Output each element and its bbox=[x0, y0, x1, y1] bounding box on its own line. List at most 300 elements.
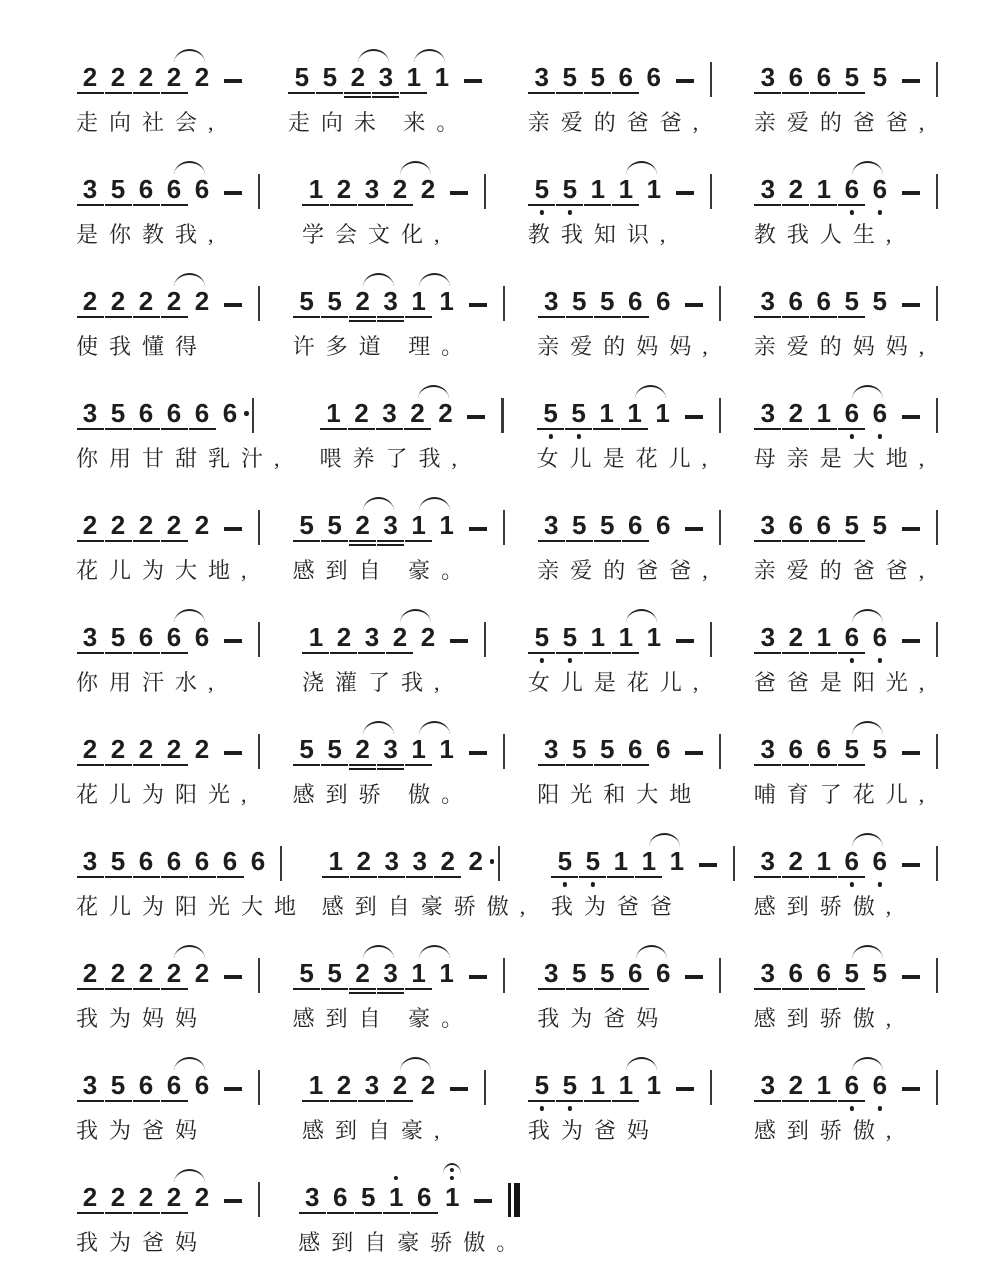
lyric-line: 走向未 来。 bbox=[287, 110, 470, 135]
dash-rest bbox=[450, 639, 468, 643]
notes-row bbox=[76, 270, 264, 318]
note-digit: 3 bbox=[383, 734, 398, 764]
beam-underline bbox=[594, 316, 621, 318]
dash-rest bbox=[474, 1199, 492, 1203]
beam-underline bbox=[838, 988, 865, 990]
barline bbox=[501, 398, 503, 433]
note-digit: 2 bbox=[166, 510, 182, 540]
note bbox=[625, 735, 646, 766]
slur-arc bbox=[419, 721, 450, 735]
dash-rest bbox=[224, 79, 242, 83]
note bbox=[305, 623, 326, 654]
augmentation-dot bbox=[244, 411, 249, 416]
beam-underline bbox=[579, 876, 606, 878]
beam-underline bbox=[838, 540, 865, 542]
note bbox=[403, 63, 424, 94]
note-digit: 2 bbox=[788, 622, 804, 652]
beam-underline bbox=[105, 988, 132, 990]
note bbox=[108, 847, 129, 878]
beam-underline-2 bbox=[349, 768, 376, 770]
note bbox=[192, 959, 213, 990]
beam-underline bbox=[133, 1100, 160, 1102]
beam-underline bbox=[299, 1212, 326, 1214]
note-digit: 6 bbox=[655, 510, 671, 540]
note bbox=[653, 287, 674, 318]
beam-underline bbox=[405, 764, 432, 766]
beam-underline bbox=[105, 316, 132, 318]
augmentation-dot bbox=[490, 859, 495, 864]
note bbox=[330, 1183, 351, 1214]
note bbox=[597, 959, 618, 990]
note-digit: 3 bbox=[378, 62, 394, 92]
note bbox=[582, 847, 603, 878]
note-digit: 1 bbox=[439, 510, 454, 540]
note bbox=[361, 175, 382, 206]
note-digit: 2 bbox=[788, 174, 804, 204]
note bbox=[625, 511, 646, 542]
note-digit: 1 bbox=[618, 1070, 634, 1100]
barline bbox=[252, 398, 254, 433]
note bbox=[305, 1071, 326, 1102]
beam-underline bbox=[782, 876, 809, 878]
note bbox=[596, 399, 617, 430]
beam-underline bbox=[105, 764, 132, 766]
note bbox=[869, 623, 890, 654]
note-digit: 5 bbox=[844, 510, 860, 540]
slur-arc bbox=[419, 273, 450, 287]
note bbox=[587, 175, 608, 206]
note bbox=[431, 63, 452, 94]
note bbox=[380, 511, 401, 542]
note-digit: 1 bbox=[439, 734, 454, 764]
note bbox=[389, 1071, 410, 1102]
low-octave-dot bbox=[878, 658, 882, 662]
lyric-line: 你用汗水, bbox=[76, 670, 225, 695]
note-digit: 5 bbox=[872, 958, 888, 988]
note bbox=[813, 399, 834, 430]
note bbox=[80, 511, 101, 542]
beam-underline bbox=[406, 876, 433, 878]
note bbox=[136, 847, 157, 878]
low-octave-dot bbox=[568, 1106, 572, 1110]
notes-row bbox=[76, 158, 264, 206]
dash-rest bbox=[902, 751, 920, 755]
note-digit: 5 bbox=[872, 62, 888, 92]
note-digit: 2 bbox=[194, 734, 210, 764]
note-digit: 2 bbox=[336, 174, 352, 204]
dash-rest bbox=[224, 303, 242, 307]
note-digit: 3 bbox=[760, 398, 776, 428]
note bbox=[813, 735, 834, 766]
beam-underline bbox=[538, 540, 565, 542]
note bbox=[136, 399, 157, 430]
note-digit: 6 bbox=[655, 734, 671, 764]
note bbox=[813, 1071, 834, 1102]
note bbox=[108, 959, 129, 990]
note-digit: 3 bbox=[412, 846, 427, 876]
slur-arc bbox=[649, 833, 680, 847]
note-digit: 5 bbox=[585, 846, 601, 876]
lyric-line: 感到自 豪。 bbox=[292, 1006, 475, 1031]
dash-rest bbox=[676, 639, 694, 643]
beam-underline bbox=[584, 204, 611, 206]
note-digit: 3 bbox=[82, 174, 98, 204]
beam-underline bbox=[754, 204, 781, 206]
note bbox=[408, 287, 429, 318]
note bbox=[375, 63, 396, 94]
measure bbox=[754, 830, 942, 921]
note-digit: 6 bbox=[166, 622, 182, 652]
slur-arc bbox=[626, 161, 657, 175]
note bbox=[108, 175, 129, 206]
note bbox=[615, 623, 636, 654]
note bbox=[869, 959, 890, 990]
barline bbox=[258, 1070, 260, 1105]
notes-row bbox=[302, 1054, 490, 1102]
note bbox=[615, 175, 636, 206]
measure bbox=[319, 382, 507, 473]
note bbox=[80, 847, 101, 878]
note-digit: 3 bbox=[543, 286, 559, 316]
score-system bbox=[76, 494, 942, 585]
note bbox=[80, 287, 101, 318]
notes-row bbox=[754, 606, 942, 654]
beam-underline bbox=[635, 876, 662, 878]
note-digit: 6 bbox=[194, 398, 210, 428]
note-digit: 1 bbox=[816, 622, 832, 652]
fermata-icon bbox=[443, 1163, 461, 1174]
beam-underline bbox=[838, 428, 865, 430]
barline bbox=[710, 1070, 712, 1105]
note bbox=[192, 1071, 213, 1102]
note bbox=[417, 623, 438, 654]
beam-underline bbox=[288, 92, 315, 94]
measure bbox=[76, 942, 264, 1033]
note bbox=[220, 399, 241, 430]
note bbox=[108, 623, 129, 654]
slur-arc bbox=[358, 49, 389, 63]
note bbox=[436, 959, 457, 990]
note-digit: 2 bbox=[138, 958, 154, 988]
beam-underline bbox=[133, 1212, 160, 1214]
note-digit: 2 bbox=[82, 510, 98, 540]
low-octave-dot bbox=[549, 434, 553, 438]
note bbox=[164, 847, 185, 878]
dash-rest bbox=[224, 1087, 242, 1091]
beam-underline bbox=[105, 428, 132, 430]
note-digit: 2 bbox=[355, 734, 370, 764]
note-digit: 5 bbox=[360, 1182, 376, 1212]
note bbox=[80, 735, 101, 766]
score-system bbox=[76, 270, 942, 361]
measure bbox=[528, 46, 716, 137]
note-digit: 2 bbox=[788, 1070, 804, 1100]
notes-row bbox=[754, 830, 942, 878]
note bbox=[757, 847, 778, 878]
beam-underline bbox=[293, 316, 320, 318]
note-digit: 2 bbox=[438, 398, 453, 428]
note bbox=[164, 175, 185, 206]
beam-underline bbox=[133, 764, 160, 766]
measure bbox=[754, 46, 942, 137]
note bbox=[531, 175, 552, 206]
beam-underline bbox=[754, 652, 781, 654]
beam-underline bbox=[302, 652, 329, 654]
note-digit: 6 bbox=[627, 286, 643, 316]
note bbox=[785, 959, 806, 990]
note-digit: 6 bbox=[788, 958, 804, 988]
notes-row bbox=[551, 830, 739, 878]
measure bbox=[76, 830, 307, 921]
measure bbox=[537, 942, 725, 1033]
lyric-line: 女儿是花儿, bbox=[527, 670, 710, 695]
note-digit: 5 bbox=[599, 510, 615, 540]
measure bbox=[302, 606, 490, 697]
note bbox=[409, 847, 430, 878]
note-digit: 2 bbox=[194, 62, 210, 92]
barline bbox=[936, 622, 938, 657]
beam-underline bbox=[782, 428, 809, 430]
beam-underline bbox=[566, 540, 593, 542]
note bbox=[361, 623, 382, 654]
lyric-line: 哺育了花儿, bbox=[753, 782, 936, 807]
dash-rest bbox=[902, 191, 920, 195]
beam-underline bbox=[161, 92, 188, 94]
score-system bbox=[76, 46, 942, 137]
note bbox=[869, 287, 890, 318]
note-digit: 2 bbox=[110, 1182, 126, 1212]
beam-underline bbox=[161, 428, 188, 430]
note bbox=[136, 735, 157, 766]
note bbox=[841, 735, 862, 766]
lyric-line: 喂养了我, bbox=[319, 446, 468, 471]
dash-rest bbox=[469, 303, 487, 307]
measure bbox=[537, 382, 725, 473]
note-digit: 2 bbox=[194, 1182, 210, 1212]
note bbox=[841, 847, 862, 878]
dash-rest bbox=[902, 863, 920, 867]
note bbox=[597, 287, 618, 318]
note bbox=[615, 63, 636, 94]
note-digit: 5 bbox=[571, 510, 587, 540]
note bbox=[296, 959, 317, 990]
low-octave-dot bbox=[568, 658, 572, 662]
beam-underline bbox=[105, 1212, 132, 1214]
beam-underline bbox=[105, 204, 132, 206]
beam-underline bbox=[810, 316, 837, 318]
slur-arc bbox=[852, 609, 883, 623]
measure bbox=[551, 830, 739, 921]
note-digit: 2 bbox=[166, 62, 182, 92]
beam-underline bbox=[77, 1212, 104, 1214]
note-digit: 2 bbox=[110, 62, 126, 92]
beam-underline bbox=[782, 988, 809, 990]
note bbox=[841, 623, 862, 654]
note bbox=[569, 511, 590, 542]
note bbox=[869, 511, 890, 542]
note-digit: 2 bbox=[138, 510, 154, 540]
note-digit: 2 bbox=[82, 286, 98, 316]
note bbox=[643, 1071, 664, 1102]
measure bbox=[754, 606, 942, 697]
dash-rest bbox=[902, 79, 920, 83]
note bbox=[80, 959, 101, 990]
slur-arc bbox=[363, 945, 394, 959]
note-digit: 2 bbox=[336, 1070, 352, 1100]
note bbox=[541, 735, 562, 766]
beam-underline bbox=[810, 540, 837, 542]
slur-arc bbox=[174, 273, 205, 287]
slur-arc bbox=[174, 1169, 205, 1183]
note-digit: 6 bbox=[194, 846, 210, 876]
low-octave-dot bbox=[878, 210, 882, 214]
note-digit: 6 bbox=[844, 846, 860, 876]
beam-underline bbox=[566, 316, 593, 318]
note bbox=[785, 175, 806, 206]
final-barline bbox=[508, 1183, 520, 1217]
note bbox=[624, 399, 645, 430]
lyric-line: 使我懂得 bbox=[76, 334, 209, 359]
note-digit: 3 bbox=[383, 510, 398, 540]
note bbox=[757, 623, 778, 654]
note-digit: 6 bbox=[627, 958, 643, 988]
note bbox=[352, 959, 373, 990]
slur-arc bbox=[852, 161, 883, 175]
barline bbox=[719, 734, 721, 769]
notes-row bbox=[76, 718, 264, 766]
note bbox=[80, 63, 101, 94]
note-digit: 5 bbox=[872, 510, 888, 540]
note-digit: 3 bbox=[82, 846, 98, 876]
dash-rest bbox=[224, 639, 242, 643]
note bbox=[653, 959, 674, 990]
beam-underline bbox=[754, 316, 781, 318]
dash-rest bbox=[224, 191, 242, 195]
note bbox=[436, 287, 457, 318]
beam-underline bbox=[327, 1212, 354, 1214]
dash-rest bbox=[224, 1199, 242, 1203]
notes-row bbox=[754, 942, 942, 990]
note-digit: 1 bbox=[816, 846, 832, 876]
beam-underline bbox=[189, 876, 216, 878]
barline bbox=[936, 510, 938, 545]
beam-underline bbox=[754, 428, 781, 430]
notes-row bbox=[293, 270, 509, 318]
note-digit: 2 bbox=[440, 846, 455, 876]
barline bbox=[484, 174, 486, 209]
note-digit: 5 bbox=[543, 398, 558, 428]
note bbox=[192, 175, 213, 206]
measure bbox=[528, 606, 716, 697]
note bbox=[625, 959, 646, 990]
measure bbox=[322, 830, 537, 921]
note-digit: 1 bbox=[618, 174, 634, 204]
note bbox=[569, 959, 590, 990]
note bbox=[192, 847, 213, 878]
measure bbox=[302, 158, 490, 249]
note-digit: 1 bbox=[439, 286, 454, 316]
barline bbox=[484, 1070, 486, 1105]
note bbox=[757, 287, 778, 318]
beam-underline bbox=[556, 92, 583, 94]
note-digit: 5 bbox=[562, 62, 577, 92]
note-digit: 6 bbox=[194, 622, 210, 652]
beam-underline bbox=[133, 204, 160, 206]
beam-underline bbox=[161, 316, 188, 318]
note-digit: 6 bbox=[166, 846, 182, 876]
beam-underline bbox=[838, 876, 865, 878]
dash-rest bbox=[685, 975, 703, 979]
slur-arc bbox=[400, 609, 431, 623]
notes-row bbox=[528, 606, 716, 654]
note bbox=[408, 959, 429, 990]
high-octave-dot bbox=[394, 1176, 398, 1180]
barline bbox=[498, 846, 500, 881]
note bbox=[559, 63, 580, 94]
slur-arc bbox=[414, 49, 445, 63]
note bbox=[541, 287, 562, 318]
beam-underline bbox=[405, 540, 432, 542]
beam-underline bbox=[77, 652, 104, 654]
barline bbox=[258, 1182, 260, 1217]
measure bbox=[76, 270, 264, 361]
notes-row bbox=[754, 382, 942, 430]
note bbox=[785, 63, 806, 94]
note-digit: 1 bbox=[411, 958, 426, 988]
dash-rest bbox=[676, 191, 694, 195]
barline bbox=[258, 734, 260, 769]
dash-rest bbox=[224, 975, 242, 979]
measure bbox=[76, 382, 291, 473]
note bbox=[108, 63, 129, 94]
notes-row bbox=[76, 1166, 264, 1214]
beam-underline bbox=[302, 204, 329, 206]
beam-underline bbox=[538, 316, 565, 318]
beam-underline bbox=[810, 876, 837, 878]
note-digit: 2 bbox=[420, 622, 436, 652]
slur-arc bbox=[363, 273, 394, 287]
note bbox=[414, 1183, 435, 1214]
note-digit: 2 bbox=[355, 958, 370, 988]
beam-underline bbox=[612, 92, 639, 94]
note-digit: 5 bbox=[110, 174, 126, 204]
beam-underline bbox=[321, 316, 348, 318]
note-digit: 6 bbox=[618, 62, 633, 92]
note-digit: 1 bbox=[816, 398, 832, 428]
note-digit: 3 bbox=[82, 398, 98, 428]
barline bbox=[710, 174, 712, 209]
note bbox=[785, 399, 806, 430]
beam-underline bbox=[133, 876, 160, 878]
beam-underline bbox=[349, 540, 376, 542]
note bbox=[324, 287, 345, 318]
note-digit: 6 bbox=[166, 398, 182, 428]
score-system bbox=[76, 718, 942, 809]
beam-underline bbox=[810, 204, 837, 206]
beam-underline bbox=[161, 1212, 188, 1214]
note bbox=[164, 287, 185, 318]
note bbox=[813, 175, 834, 206]
note-digit: 6 bbox=[844, 1070, 860, 1100]
note-digit: 1 bbox=[411, 286, 426, 316]
note bbox=[541, 959, 562, 990]
notes-row bbox=[537, 270, 725, 318]
lyric-line: 我为爸妈 bbox=[76, 1230, 209, 1255]
note-digit: 1 bbox=[308, 1070, 324, 1100]
note-digit: 5 bbox=[599, 958, 615, 988]
notes-row bbox=[754, 1054, 942, 1102]
note-digit: 2 bbox=[110, 510, 126, 540]
